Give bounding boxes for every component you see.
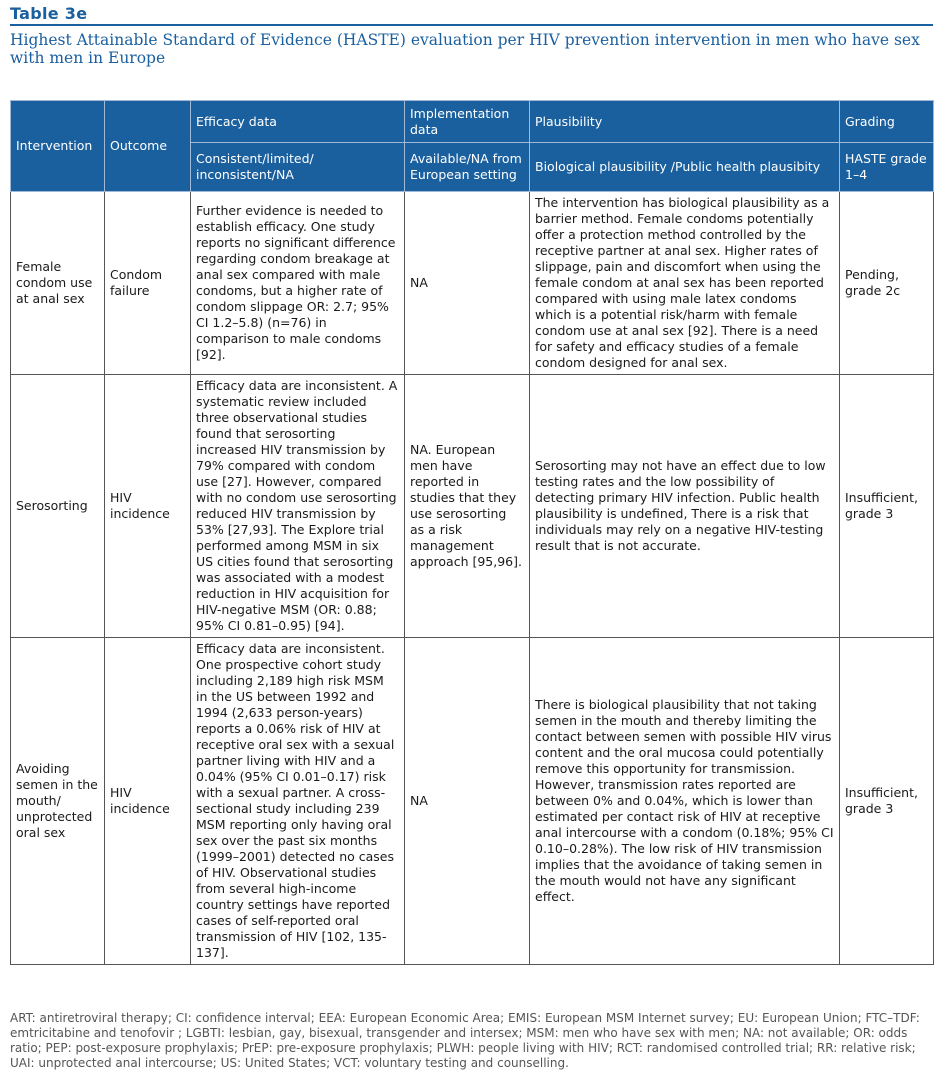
cell-intervention: Female condom use at anal sex <box>11 192 105 375</box>
cell-grading: Insufficient, grade 3 <box>840 375 934 638</box>
header-grading: Grading <box>840 101 934 143</box>
cell-intervention: Serosorting <box>11 375 105 638</box>
header-efficacy-sub: Consistent/limited/ inconsistent/NA <box>191 143 405 192</box>
cell-efficacy: Further evidence is needed to establish efficacy. One study reports no significant difference regarding condom breakage at anal sex compared with male condoms, but a higher rate of condom slippage OR: 2.7; 95% CI 1.2–5.8) (n=76) in comparison to male condoms [92]. <box>191 192 405 375</box>
header-intervention: Intervention <box>11 101 105 192</box>
cell-efficacy: Efficacy data are inconsistent. A systematic review included three observational studies found that serosorting increased HIV transmission by 79% compared with condom use [27]. However, compared with no condom use serosorting reduced HIV transmission by 53% [27,93]. The Explore trial performed among MSM in six US cities found that serosorting was associated with a modest reduction in HIV acquisition for HIV-negative MSM (OR: 0.88; 95% CI 0.81–0.95) [94]. <box>191 375 405 638</box>
table-row <box>11 638 934 965</box>
haste-table <box>10 100 934 965</box>
cell-efficacy: Efficacy data are inconsistent. One prospective cohort study including 2,189 high risk MSM in the US between 1992 and 1994 (2,633 person-years) reports a 0.06% risk of HIV at receptive oral sex with a sexual partner living with HIV and a 0.04% (95% CI 0.01–0.17) risk with a sexual partner. A cross-sectional study including 239 MSM reporting only having oral sex over the past six months (1999–2001) detected no cases of HIV. Observational studies from several high-income country settings have reported cases of self-reported oral transmission of HIV [102, 135-137]. <box>191 638 405 965</box>
cell-outcome: HIV incidence <box>105 638 191 965</box>
header-outcome: Outcome <box>105 101 191 192</box>
cell-plausibility: The intervention has biological plausibility as a barrier method. Female condoms potentially offer a protection method controlled by the receptive partner at anal sex. Higher rates of slippage, pain and discomfort when using the female condom at anal sex has been reported compared with using male latex condoms which is a potential risk/harm with female condom use at anal sex [92]. There is a need for safety and efficacy studies of a female condom designed for anal sex. <box>530 192 840 375</box>
cell-grading: Pending, grade 2c <box>840 192 934 375</box>
cell-intervention: Avoiding semen in the mouth/ unprotected oral sex <box>11 638 105 965</box>
header-implementation: Implementation data <box>405 101 530 143</box>
cell-outcome: Condom failure <box>105 192 191 375</box>
header-implementation-sub: Available/NA from European setting <box>405 143 530 192</box>
table-row <box>11 192 934 375</box>
title-divider <box>10 24 933 26</box>
cell-plausibility: Serosorting may not have an effect due to low testing rates and the low possibility of detecting primary HIV infection. Public health plausibility is undefined, There is a risk that individuals may rely on a negative HIV-testing result that is not accurate. <box>530 375 840 638</box>
header-efficacy: Efficacy data <box>191 101 405 143</box>
table-subtitle: Highest Attainable Standard of Evidence (HASTE) evaluation per HIV prevention intervention in men who have sex with men in Europe <box>10 31 920 67</box>
cell-grading: Insufficient, grade 3 <box>840 638 934 965</box>
cell-outcome: HIV incidence <box>105 375 191 638</box>
table-title: Table 3e <box>10 4 88 23</box>
header-grading-sub: HASTE grade 1–4 <box>840 143 934 192</box>
header-plausibility: Plausibility <box>530 101 840 143</box>
header-row-1 <box>11 101 934 143</box>
cell-plausibility: There is biological plausibility that not taking semen in the mouth and thereby limiting the contact between semen with possible HIV virus content and the oral mucosa could potentially remove this opportunity for transmission. However, transmission rates reported are between 0% and 0.04%, which is lower than estimated per contact risk of HIV at receptive anal intercourse with a condom (0.18%; 95% CI 0.10–0.28%). The low risk of HIV transmission implies that the avoidance of taking semen in the mouth would not have any significant effect. <box>530 638 840 965</box>
cell-implementation: NA. European men have reported in studies that they use serosorting as a risk management approach [95,96]. <box>405 375 530 638</box>
abbreviations-footnote: ART: antiretroviral therapy; CI: confidence interval; EEA: European Economic Area; EMIS: European MSM Internet survey; EU: European Union; FTC–TDF: emtricitabine and tenofovir ; LGBTI: lesbian, gay, bisexual, transgender and intersex; MSM: men who have sex with men; NA: not available; OR: odds ratio; PEP: post-exposure prophylaxis; PrEP: pre-exposure prophylaxis; PLWH: people living with HIV; RCT: randomised controlled trial; RR: relative risk; UAI: unprotected anal intercourse; US: United States; VCT: voluntary testing and counselling. <box>10 1011 920 1070</box>
table-row <box>11 375 934 638</box>
header-plausibility-sub: Biological plausibility /Public health plausibity <box>530 143 840 192</box>
cell-implementation: NA <box>405 192 530 375</box>
cell-implementation: NA <box>405 638 530 965</box>
